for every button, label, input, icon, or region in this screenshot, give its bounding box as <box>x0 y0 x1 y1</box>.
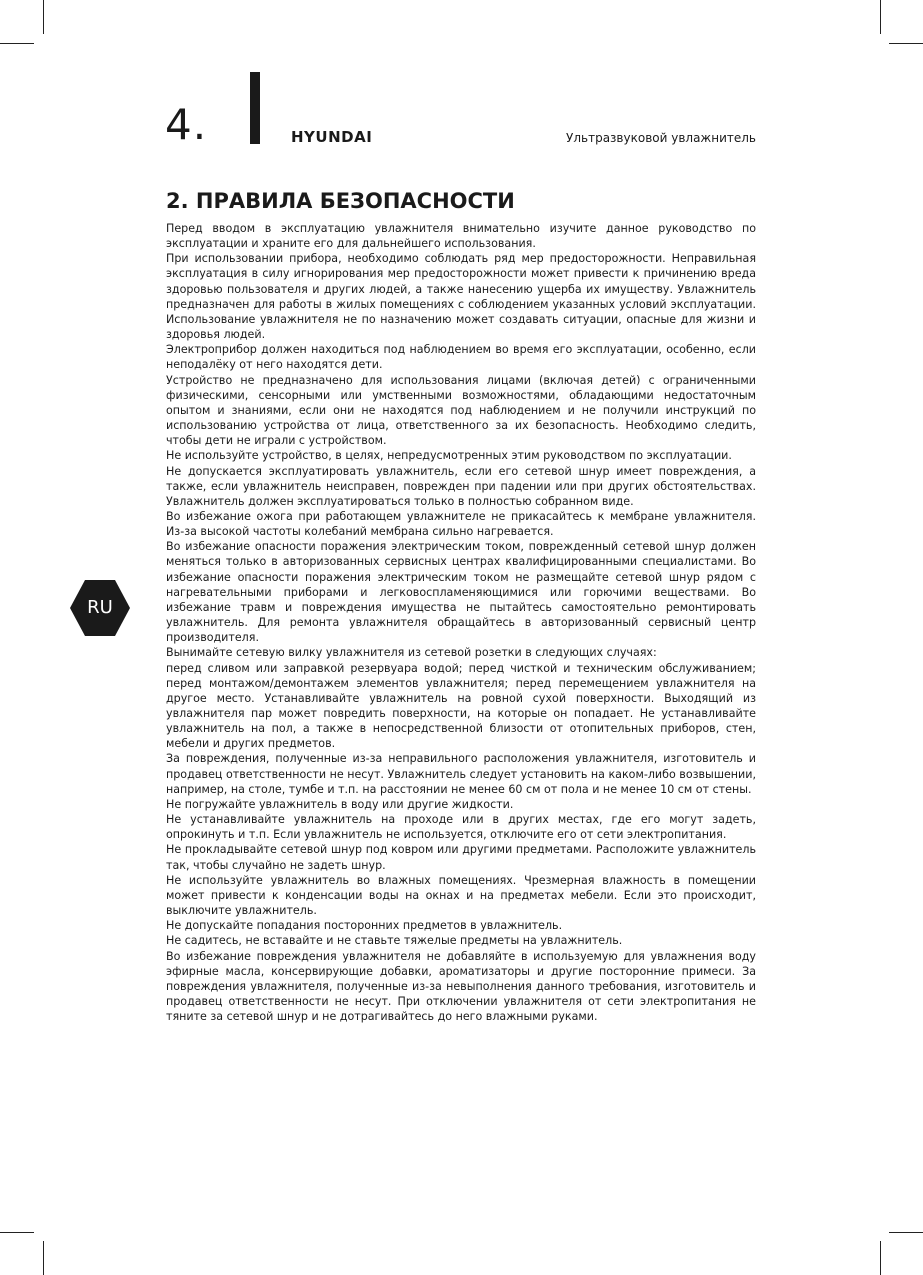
crop-mark-top-left <box>43 0 44 34</box>
language-badge <box>70 580 130 636</box>
crop-mark-bottom-left <box>43 1241 44 1275</box>
paragraph: Не допускается эксплуатировать увлажнитель, если его сетевой шнур имеет повреждения, а также, если увлажнитель неисправен, поврежден при падении или при других обстоятельствах. Увлажнитель должен эксплуатироваться только в полностью собранном виде. <box>166 464 756 508</box>
paragraph: Во избежание повреждения увлажнителя не добавляйте в используемую для увлажнения воду эфирные масла, консервирующие добавки, ароматизаторы и другие посторонние примеси. За повреждения увлажнителя, полученные из-за невыполнения данного требования, изготовитель и продавец ответственности не несут. При отключении увлажнителя от сети электропитания не тяните за сетевой шнур и не дотрагивайтесь до него влажными руками. <box>166 949 756 1024</box>
paragraph: Не прокладывайте сетевой шнур под ковром или другими предметами. Расположите увлажнитель так, чтобы случайно не задеть шнур. <box>166 843 756 872</box>
page-number: 4. <box>165 100 208 149</box>
crop-mark-top-right <box>880 0 881 34</box>
paragraph: Не устанавливайте увлажнитель на проходе или в других местах, где его могут задеть, опрокинуть и т.п. Если увлажнитель не используется, отключите его от сети электропитания. <box>166 813 756 842</box>
paragraph: Не используйте устройство, в целях, непредусмотренных этим руководством по эксплуатации. <box>166 449 732 463</box>
safety-rules-text <box>166 221 756 1024</box>
header-divider-bar <box>250 72 260 144</box>
paragraph: За повреждения, полученные из-за неправильного расположения увлажнителя, изготовитель и продавец ответственности не несут. Увлажнитель следует установить на каком-либо возвышении, например, на столе, тумбе и т.п. на расстоянии не менее 60 см от пола и не менее 10 см от стены. <box>166 752 756 796</box>
paragraph: Не допускайте попадания посторонних предметов в увлажнитель. <box>166 919 563 933</box>
paragraph: перед сливом или заправкой резервуара водой; перед чисткой и техническим обслуживанием; перед монтажом/демонтажем элементов увлажнителя; перед перемещением увлажнителя на другое место. Устанавливайте увлажнитель на ровной сухой поверхности. Выходящий из увлажнителя пар может повредить поверхности, на которые он попадает. Не устанавливайте увлажнитель на пол, а также в непосредственной близости от отопительных приборов, стен, мебели и других предметов. <box>166 661 756 751</box>
crop-mark-top-right-h <box>889 43 923 44</box>
paragraph: Вынимайте сетевую вилку увлажнителя из сетевой розетки в следующих случаях: <box>166 646 657 660</box>
paragraph: При использовании прибора, необходимо соблюдать ряд мер предосторожности. Неправильная эксплуатация в силу игнорирования мер предосторожности может привести к причинению вреда здоровью пользователя и других людей, а также нанесению ущерба их имуществу. Увлажнитель предназначен для работы в жилых помещениях с соблюдением указанных условий эксплуатации. Использование увлажнителя не по назначению может создавать ситуации, опасные для жизни и здоровья людей. <box>166 252 756 342</box>
paragraph: Во избежание опасности поражения электрическим током, поврежденный сетевой шнур должен меняться только в авторизованных сервисных центрах квалифицированными специалистами. Во избежание опасности поражения электрическим током не размещайте сетевой шнур рядом с нагревательными приборами и легковоспламеняющимися или горючими веществами. Во избежание травм и повреждения имущества не пытайтесь самостоятельно ремонтировать увлажнитель. Для ремонта увлажнителя обращайтесь в авторизованный сервисный центр производителя. <box>166 540 756 645</box>
crop-mark-bottom-left-h <box>0 1232 34 1233</box>
paragraph: Не используйте увлажнитель во влажных помещениях. Чрезмерная влажность в помещении может привести к конденсации воды на окнах и на предметах мебели. Если это происходит, выключите увлажнитель. <box>166 873 756 918</box>
paragraph: Во избежание ожога при работающем увлажнителе не прикасайтесь к мембране увлажнителя. Из-за высокой частоты колебаний мембрана сильно нагревается. <box>166 509 756 539</box>
paragraph: Электроприбор должен находиться под наблюдением во время его эксплуатации, особенно, если неподалёку от него находятся дети. <box>166 343 756 372</box>
paragraph: Не садитесь, не вставайте и не ставьте тяжелые предметы на увлажнитель. <box>166 934 623 948</box>
crop-mark-bottom-right-h <box>889 1232 923 1233</box>
section-title: 2. ПРАВИЛА БЕЗОПАСНОСТИ <box>166 189 515 213</box>
brand-logo: HYUNDAI <box>291 128 373 146</box>
crop-mark-bottom-right <box>880 1241 881 1275</box>
paragraph: Не погружайте увлажнитель в воду или другие жидкости. <box>166 797 514 811</box>
language-badge-label: RU <box>87 597 113 618</box>
paragraph: Перед вводом в эксплуатацию увлажнителя внимательно изучите данное руководство по эксплуатации и храните его для дальнейшего использования. <box>166 222 756 251</box>
crop-mark-top-left-h <box>0 43 34 44</box>
product-name: Ультразвуковой увлажнитель <box>566 131 756 145</box>
paragraph: Устройство не предназначено для использования лицами (включая детей) с ограниченными физическими, сенсорными или умственными возможностями, обладающими недостаточным опытом и знаниями, если они не находятся под наблюдением и не получили инструкций по использованию устройства от лица, ответственного за их безопасность. Необходимо следить, чтобы дети не играли с устройством. <box>166 373 756 448</box>
